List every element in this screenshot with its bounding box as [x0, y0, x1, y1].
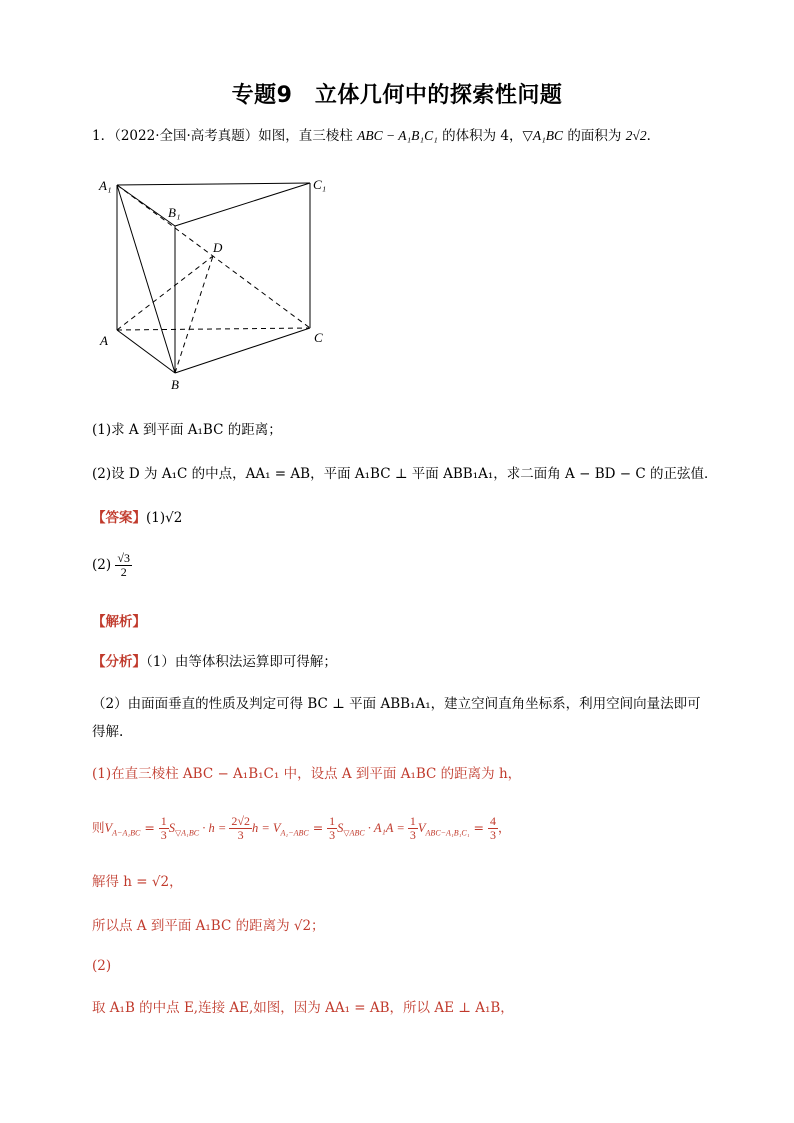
- s2-v2-sub: A₁−ABC: [280, 828, 309, 838]
- solution-line-1: (1)在直三棱柱 ABC − A₁B₁C₁ 中，设点 A 到平面 A₁BC 的距离为 h，: [92, 766, 522, 782]
- s2-frac4: [408, 815, 418, 842]
- s2-frac5-num: 4: [489, 814, 496, 828]
- label-a: A: [100, 333, 108, 348]
- answer-label: 【答案】: [92, 510, 146, 526]
- s2-frac5: [488, 815, 498, 842]
- analysis-label: 【解析】: [92, 614, 146, 630]
- s2-frac4-den: 3: [409, 828, 416, 842]
- s2-a1a: · A₁A =: [364, 821, 408, 835]
- page-title: 专题9 立体几何中的探索性问题: [231, 83, 563, 108]
- question-1: (1)求 A 到平面 A₁BC 的距离；: [92, 422, 282, 438]
- label-b: B: [171, 377, 179, 392]
- s2-frac2: [229, 815, 252, 842]
- edge-b-d-hidden: [175, 256, 213, 373]
- label-b1: B₁: [168, 205, 181, 220]
- solution-line-6: 取 A₁B 的中点 E,连接 AE,如图，因为 AA₁ = AB，所以 AE ⊥ A₁B，: [92, 1000, 514, 1016]
- edge-b-c: [175, 328, 310, 373]
- prism-name: ABC − A₁B₁C₁: [357, 128, 438, 143]
- analysis-line-2a: （2）由面面垂直的性质及判定可得 BC ⊥ 平面 ABB₁A₁，建立空间直角坐标系，利用空间向量法即可: [92, 696, 701, 712]
- analysis-line-1: [92, 652, 337, 672]
- s2-h2: h = V: [251, 821, 281, 835]
- s2-frac4-num: 1: [409, 814, 416, 828]
- edge-a1-c-hidden: [117, 185, 310, 328]
- label-c: C: [314, 330, 323, 345]
- answer-1: (1)√2: [146, 510, 183, 526]
- answer-line-1: [92, 508, 182, 528]
- edge-a-c-hidden: [117, 328, 310, 330]
- s2-s2: S: [337, 821, 344, 835]
- analysis-1: （1）由等体积法运算即可得解；: [146, 654, 337, 670]
- triangle-name: ▽A₁BC: [522, 128, 564, 143]
- solution-line-2: [92, 815, 510, 844]
- s2-eq2: =: [308, 820, 328, 835]
- s2-frac3-num: 1: [329, 814, 336, 828]
- s2-v1-sub: A−A₁BC: [112, 828, 141, 838]
- answer-line-2: [92, 552, 132, 579]
- problem-text-end: ．: [646, 128, 661, 144]
- s2-end: ，: [497, 820, 511, 835]
- s2-frac5-den: 3: [489, 828, 496, 842]
- edge-a-d-hidden: [117, 256, 213, 330]
- solution-line-3: 解得 h = √2，: [92, 874, 183, 890]
- s2-v3-sub: ABC−A₁B₁C₁: [425, 828, 470, 838]
- problem-number: 1．: [92, 128, 115, 144]
- area-value: 2√2: [625, 128, 647, 143]
- s2-eq3: =: [469, 820, 488, 835]
- answer-2-prefix: (2): [92, 557, 112, 573]
- analysis-tag: 【分析】: [92, 654, 146, 670]
- problem-text-c: 的面积为: [567, 128, 622, 144]
- s2-s-sub: ▽A₁BC: [175, 828, 200, 838]
- edge-a1-b: [117, 185, 175, 373]
- s2-frac3-den: 3: [329, 828, 336, 842]
- solution-line-5: (2): [92, 958, 112, 974]
- answer-2-den: 2: [120, 565, 127, 579]
- s2-v3: V: [417, 821, 426, 835]
- label-a1: A₁: [99, 178, 112, 193]
- problem-source: （2022·全国·高考真题）: [114, 128, 259, 144]
- analysis-line-2b: 得解.: [92, 724, 124, 740]
- question-2: (2)设 D 为 A₁C 的中点，AA₁ = AB，平面 A₁BC ⊥ 平面 ABB₁A₁，求二面角 A − BD − C 的正弦值．: [92, 466, 718, 482]
- problem-statement: [92, 126, 660, 146]
- label-d: D: [213, 240, 223, 255]
- problem-text-a: 如图，直三棱柱: [258, 128, 353, 144]
- label-c1: C₁: [313, 177, 327, 192]
- s2-s: S: [168, 821, 176, 835]
- edge-a1-c1: [117, 183, 310, 185]
- s2-frac1: [159, 815, 169, 842]
- s2-frac3: [327, 815, 337, 842]
- s2-frac2-den: 3: [237, 828, 244, 842]
- answer-2-num: √3: [117, 551, 131, 565]
- s2-frac1-num: 1: [160, 814, 167, 828]
- s2-frac2-num: 2√2: [231, 814, 250, 828]
- answer-2-fraction: [115, 552, 132, 579]
- edge-a-b: [117, 330, 175, 373]
- edge-b1-c1: [175, 183, 310, 226]
- s2-h: · h =: [199, 821, 230, 835]
- problem-text-b: 的体积为 4，: [442, 128, 523, 144]
- solution-line-4: 所以点 A 到平面 A₁BC 的距离为 √2；: [92, 918, 325, 934]
- s2-prefix: 则: [92, 820, 105, 835]
- s2-frac1-den: 3: [160, 828, 167, 842]
- prism-figure: [95, 170, 340, 395]
- s2-s2-sub: ▽ABC: [343, 828, 365, 838]
- s2-v1: V: [104, 821, 113, 835]
- s2-eq1: =: [140, 820, 159, 835]
